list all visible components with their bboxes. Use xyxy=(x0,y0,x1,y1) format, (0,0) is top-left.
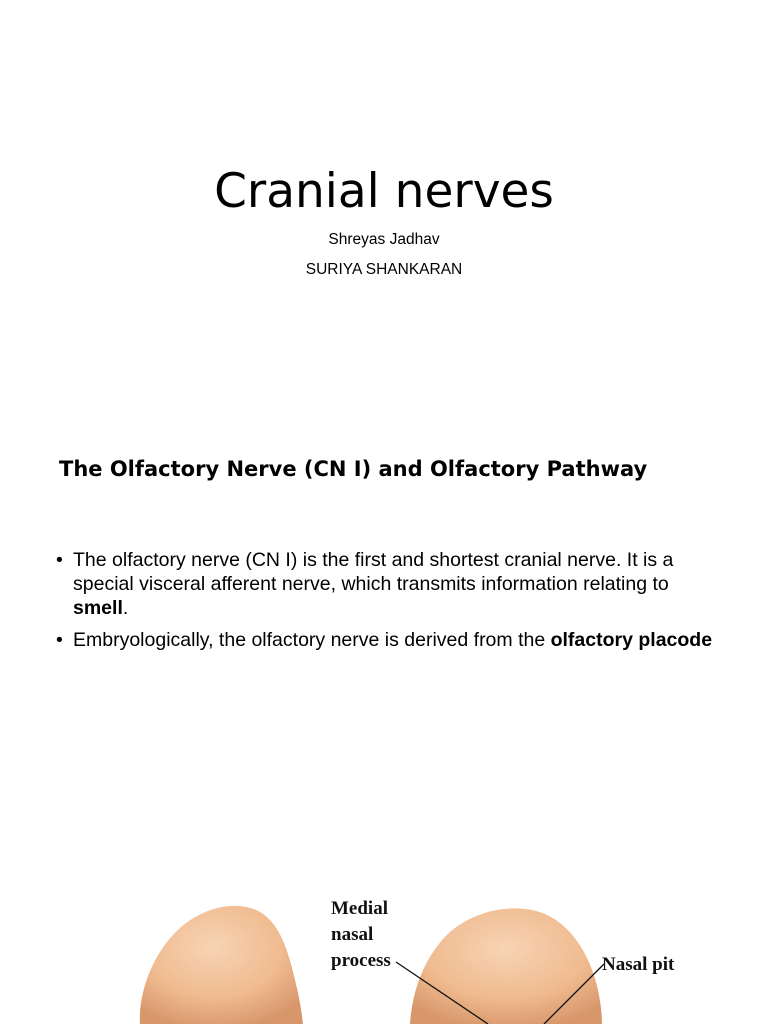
bullet-marker: • xyxy=(56,629,63,651)
bullet-text: The olfactory nerve (CN I) is the first and shortest cranial nerve. It is a special visceral afferent nerve, which transmits information relating to xyxy=(73,549,674,595)
embryo-head-right xyxy=(410,908,602,1024)
figure-label-medial-2: nasal xyxy=(331,924,374,945)
author-name-2: SURIYA SHANKARAN xyxy=(305,261,463,278)
bullet-bold-term: smell xyxy=(73,597,123,619)
bullet-text-end: . xyxy=(122,597,129,619)
figure-label-medial-1: Medial xyxy=(331,898,388,919)
slide-heading: The Olfactory Nerve (CN I) and Olfactory Pathway xyxy=(59,457,648,481)
bullet-bold-term: olfactory placode xyxy=(550,629,713,651)
embryo-head-left xyxy=(140,906,303,1024)
bullet-item-1 xyxy=(56,548,716,620)
embryo-head-illustration xyxy=(120,890,720,1024)
bullet-list xyxy=(56,548,716,660)
content-slide xyxy=(0,420,768,1024)
title-slide xyxy=(0,0,768,420)
bullet-item-2 xyxy=(56,628,716,652)
slide-title: Cranial nerves xyxy=(214,164,554,219)
bullet-marker: • xyxy=(56,549,63,571)
author-name-1: Shreyas Jadhav xyxy=(328,231,440,248)
bullet-text: Embryologically, the olfactory nerve is derived from the xyxy=(73,629,551,651)
figure-label-medial-3: process xyxy=(331,950,391,971)
figure-label-nasal-pit: Nasal pit xyxy=(602,954,675,975)
